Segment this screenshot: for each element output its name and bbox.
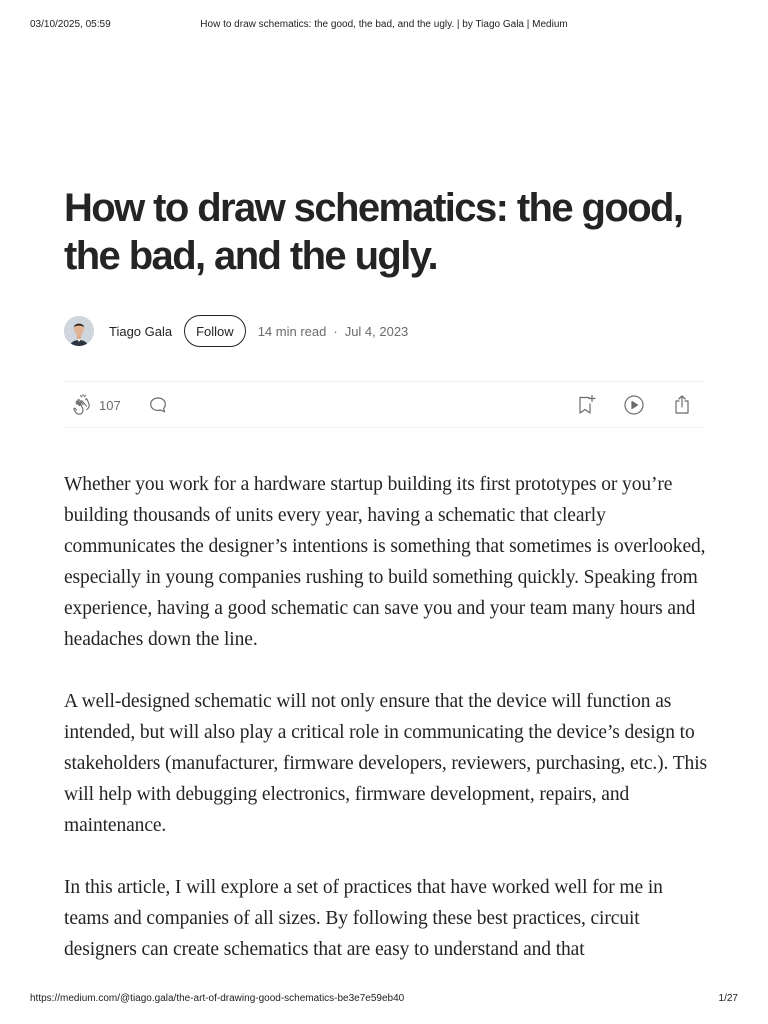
- print-page-number: 1/27: [718, 993, 738, 1004]
- meta-separator: ·: [333, 323, 338, 339]
- clap-icon[interactable]: [72, 393, 96, 417]
- action-bar-left: [72, 393, 169, 417]
- article-meta: [258, 324, 409, 339]
- comment-icon[interactable]: [147, 394, 169, 416]
- paragraph: A well-designed schematic will not only ensure that the device will function as intended, but will also play a critical role in communicating the device’s design to stakeholders (manufacturer, firmware developers, reviewers, purchasing, etc.). This will help with debugging electronics, firmware development, repairs, and maintenance.: [64, 691, 708, 836]
- article-title: How to draw schematics: the good, the bad, and the ugly.: [64, 186, 683, 278]
- print-page-title: How to draw schematics: the good, the bad, and the ugly. | by Tiago Gala | Medium: [200, 19, 568, 30]
- paragraph: In this article, I will explore a set of practices that have worked well for me in teams and companies of all sizes. By following these best practices, circuit designers can create schematics that are easy to understand and that: [64, 877, 663, 960]
- print-datetime: 03/10/2025, 05:59: [30, 19, 111, 30]
- print-footer: [30, 993, 738, 1007]
- author-name[interactable]: Tiago Gala: [109, 323, 173, 339]
- print-url: https://medium.com/@tiago.gala/the-art-of-drawing-good-schematics-be3e7e59eb40: [30, 993, 405, 1004]
- byline: [64, 314, 408, 348]
- paragraph: Whether you work for a hardware startup building its first prototypes or you’re building thousands of units every year, having a schematic that clearly communicates the designer’s intentions is something that sometimes is overlooked, especially in young companies rushing to build something quickly. Speaking from experience, having a good schematic can save you and your team many hours and headaches down the line.: [64, 474, 706, 650]
- author-avatar[interactable]: [64, 316, 94, 346]
- avatar-image: [64, 316, 94, 346]
- print-header: [30, 19, 738, 33]
- read-time: 14 min read: [257, 323, 327, 339]
- action-bar: [64, 381, 704, 428]
- bookmark-add-icon[interactable]: [574, 393, 598, 417]
- article-body: [64, 469, 709, 996]
- publish-date: Jul 4, 2023: [344, 323, 409, 339]
- action-bar-right: [574, 393, 694, 417]
- share-icon[interactable]: [670, 393, 694, 417]
- play-icon[interactable]: [622, 393, 646, 417]
- follow-button[interactable]: Follow: [184, 315, 246, 347]
- clap-count: 107: [99, 397, 121, 413]
